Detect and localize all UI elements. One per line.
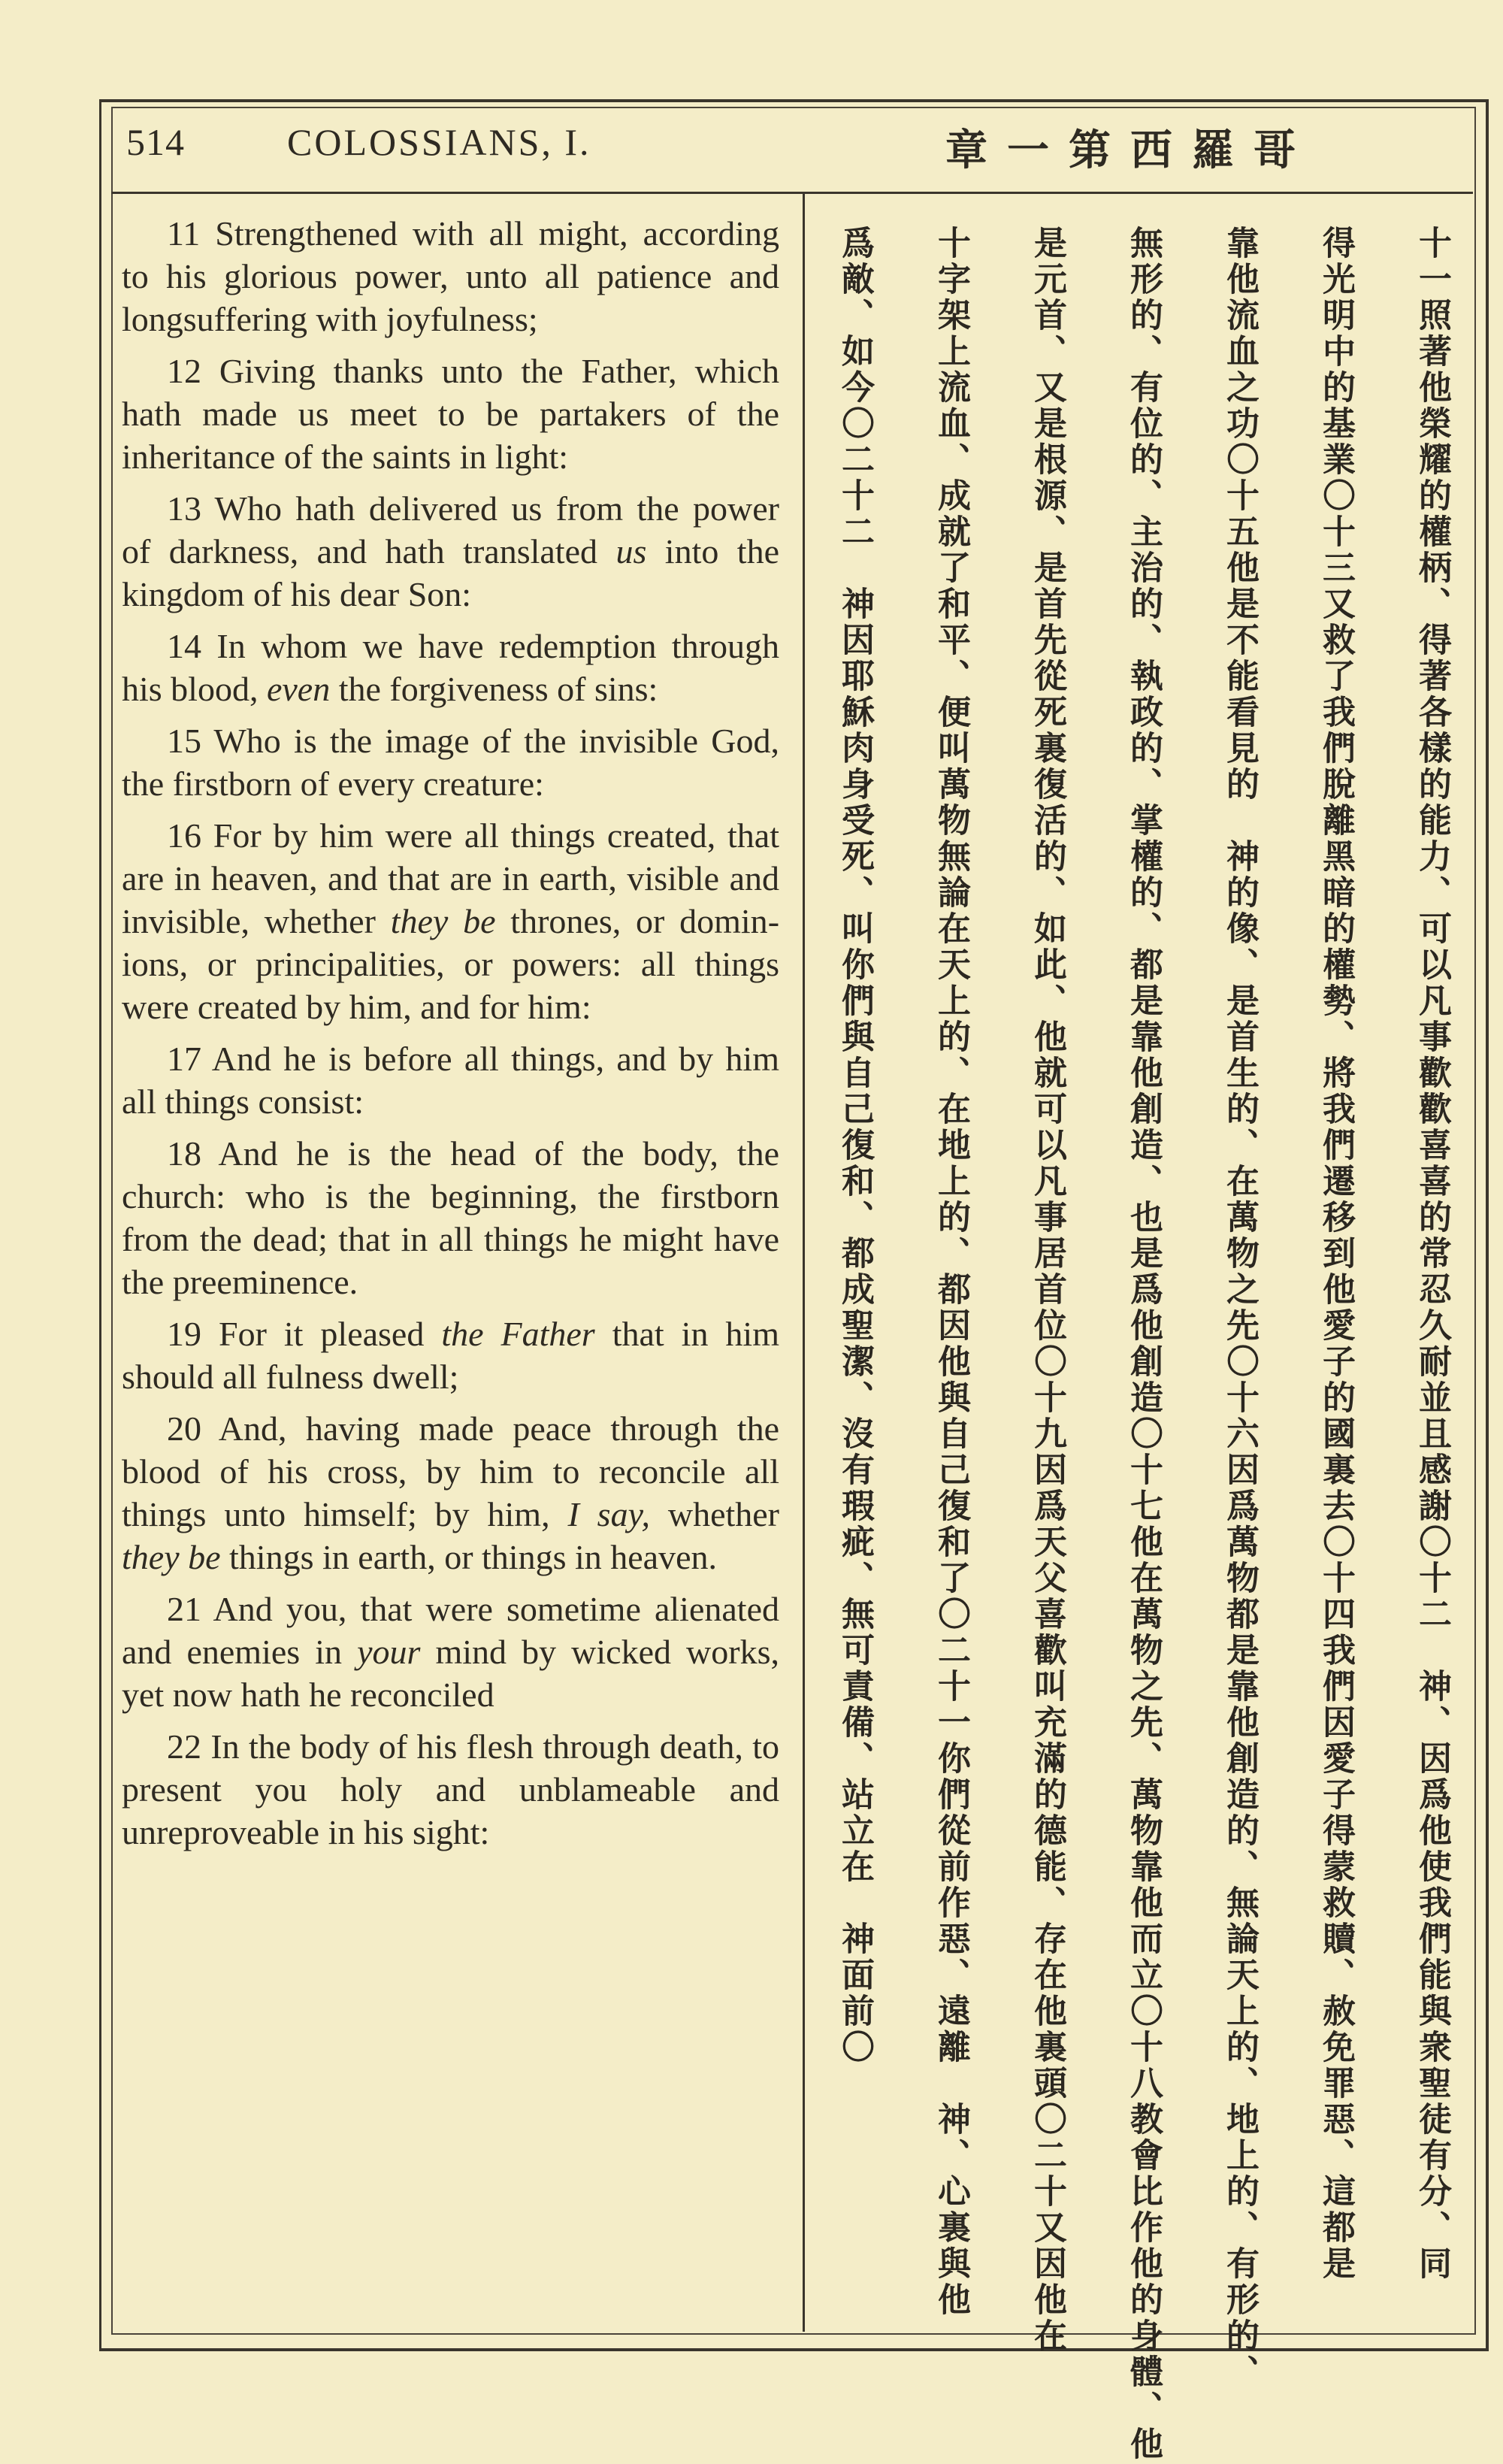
italic-text: they be bbox=[390, 902, 496, 940]
verse-text: that in him should all fulness dwell; bbox=[122, 1315, 779, 1396]
chinese-text-line: 爲敵、如今〇二十二 神因耶穌肉身受死、叫你們與自己復和、都成聖潔、沒有瑕疵、無可責備、站立在 神面前〇 bbox=[836, 226, 874, 2066]
verse-text: 18 And he is the head of the body, the church: who is the beginning, the firstborn from the dead; that in all things he might have the preeminence. bbox=[122, 1134, 779, 1301]
verse-text: 11 Strengthened with all might, according to his glorious power, unto all patience and longsuffering with joyfulness; bbox=[122, 214, 779, 338]
verse-text: 15 Who is the image of the invisible God, the firstborn of every creature: bbox=[122, 722, 779, 803]
italic-text: they be bbox=[122, 1538, 221, 1576]
verse-text: 13 Who hath delivered us from the power of darkness, and hath translated bbox=[122, 489, 779, 571]
verse-text: 16 For by him were all things created, that are in heaven, and that are in earth, visible and invisible, whether bbox=[122, 816, 779, 940]
verse-text: 14 In whom we have redemption through his blood, bbox=[122, 627, 779, 708]
verse-paragraph bbox=[122, 1407, 779, 1579]
verse-paragraph bbox=[122, 487, 779, 616]
verse-paragraph bbox=[122, 1312, 779, 1398]
verse-paragraph bbox=[122, 212, 779, 341]
verse-paragraph bbox=[122, 1037, 779, 1123]
italic-text: your bbox=[357, 1633, 421, 1671]
page-number: 514 bbox=[126, 121, 185, 163]
running-title: COLOSSIANS, I. bbox=[287, 121, 591, 163]
verse-text: whether bbox=[649, 1495, 780, 1533]
verse-text: things in earth, or things in heaven. bbox=[220, 1538, 718, 1576]
verse-paragraph bbox=[122, 814, 779, 1028]
verse-paragraph bbox=[122, 1132, 779, 1303]
verse-text: 12 Giving thanks unto the Father, which hath made us meet to be partakers of the inheritance of the saints in light: bbox=[122, 352, 779, 476]
chinese-text-line: 得光明中的基業〇十三又救了我們脫離黑暗的權勢、將我們遷移到他愛子的國裏去〇十四我們因愛子得蒙救贖、赦免罪惡、這都是 bbox=[1317, 226, 1355, 2282]
chinese-text-line: 無形的、有位的、主治的、執政的、掌權的、都是靠他創造、也是爲他創造〇十七他在萬物之先、萬物靠他而立〇十八教會比作他的身體、他 bbox=[1124, 226, 1163, 2462]
verse-text: thrones, or dominions, or principalities, or powers: all things were created by him, and for him: bbox=[122, 902, 780, 1026]
running-title-chinese: 哥羅西第一章 bbox=[945, 126, 1315, 175]
verse-text: 17 And he is before all things, and by him all things consist: bbox=[122, 1040, 779, 1121]
chinese-text-line: 靠他流血之功〇十五他是不能看見的 神的像、是首生的、在萬物之先〇十六因爲萬物都是靠他創造的、無論天上的、地上的、有形的、 bbox=[1220, 226, 1259, 2390]
verse-text: the forgiveness of sins: bbox=[330, 670, 658, 708]
verse-text: 22 In the body of his flesh through death, to present you holy and unblameable and unreproveable in his sight: bbox=[122, 1727, 779, 1851]
verse-text: 19 For it pleased bbox=[167, 1315, 442, 1353]
verse-paragraph bbox=[122, 350, 779, 478]
verse-text: 21 And you, that were sometime alienated and enemies in bbox=[122, 1590, 779, 1671]
chinese-text-line: 十一照著他榮耀的權柄、得著各樣的能力、可以凡事歡歡喜喜的常忍久耐並且感謝〇十二 神、因爲他使我們能與衆聖徒有分、同 bbox=[1413, 226, 1451, 2282]
english-text-column bbox=[122, 212, 779, 1863]
italic-text: even bbox=[266, 670, 331, 708]
italic-text: the Father bbox=[441, 1315, 595, 1353]
verse-paragraph bbox=[122, 1725, 779, 1854]
verse-paragraph bbox=[122, 625, 779, 710]
chinese-text-line: 是元首、又是根源、是首先從死裏復活的、如此、他就可以凡事居首位〇十九因爲天父喜歡叫充滿的德能、存在他裏頭〇二十又因他在 bbox=[1028, 226, 1066, 2354]
chinese-text-line: 十字架上流血、成就了和平、便叫萬物無論在天上的、在地上的、都因他與自己復和了〇二十一你們從前作惡、遠離 神、心裏與他 bbox=[932, 226, 970, 2318]
chinese-text-column bbox=[830, 226, 1456, 2462]
header-divider bbox=[111, 192, 1473, 194]
verse-paragraph bbox=[122, 719, 779, 805]
column-divider bbox=[803, 194, 805, 2332]
verse-paragraph bbox=[122, 1588, 779, 1716]
italic-text: us bbox=[615, 532, 647, 571]
verse-text: into the kingdom of his dear Son: bbox=[122, 532, 779, 613]
verse-text: 20 And, having made peace through the blood of his cross, by him to reconcile all things unto himself; by him, bbox=[122, 1409, 779, 1533]
verse-text: mind by wicked works, yet now hath he reconciled bbox=[122, 1633, 779, 1714]
italic-text: I say, bbox=[567, 1495, 650, 1533]
